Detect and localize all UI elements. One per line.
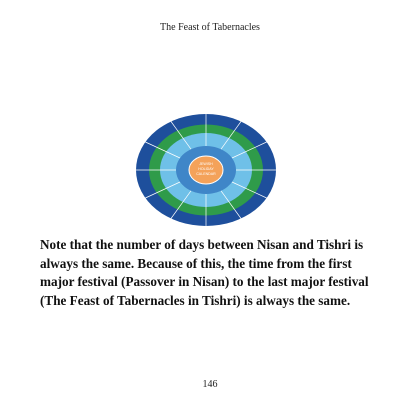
- jewish-holiday-calendar-wheel: [132, 110, 280, 230]
- page-number: 146: [202, 379, 218, 390]
- calendar-wheel-graphic: [132, 110, 280, 230]
- center-label-line-2: HOLIDAY: [198, 167, 214, 171]
- center-label-line-3: CALENDAR: [196, 172, 216, 176]
- center-label-line-1: JEWISH: [199, 162, 213, 166]
- page-header: The Feast of Tabernacles: [160, 22, 260, 33]
- body-paragraph: Note that the number of days between Nisan and Tishri is always the same. Because of this, the time from the first major festival (Passover in Nisan) to the last major festival (The Feast of Tabernacles in Tishri) is always the same.: [40, 237, 369, 308]
